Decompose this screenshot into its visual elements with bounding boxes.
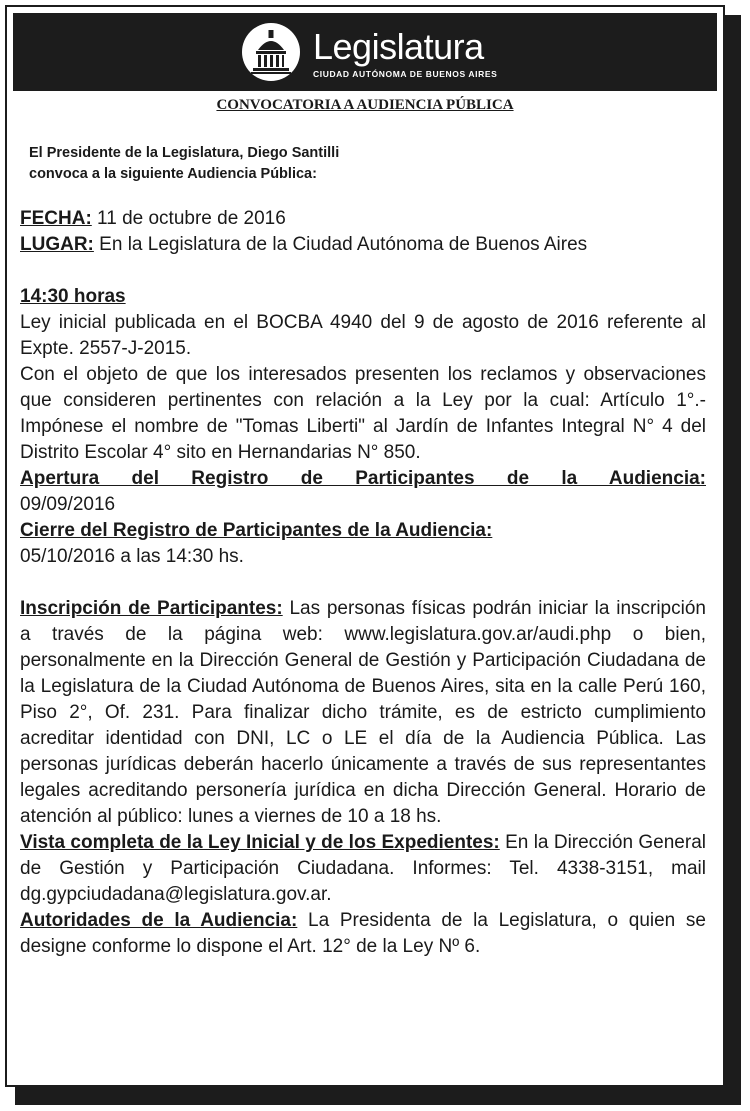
apertura-label-line	[20, 466, 706, 492]
lugar-line	[20, 232, 706, 258]
notice-box	[5, 5, 725, 1087]
cierre-label: Cierre del Registro de Participantes de la Audiencia:	[20, 520, 493, 541]
fecha-label: FECHA:	[20, 208, 92, 229]
autoridades-label: Autoridades de la Audiencia:	[20, 910, 298, 931]
apertura-label: Apertura del Registro de Participantes de la Audiencia:	[20, 468, 706, 489]
notice-title-text: CONVOCATORIA A AUDIENCIA PÚBLICA	[216, 97, 514, 113]
brand	[313, 27, 497, 79]
brand-subtitle: CIUDAD AUTÓNOMA DE BUENOS AIRES	[313, 69, 498, 79]
cierre-label-line	[20, 518, 706, 544]
lugar-label: LUGAR:	[20, 234, 94, 255]
vista-label: Vista completa de la Ley Inicial y de los Expedientes:	[20, 832, 500, 853]
inscripcion-text: Las personas físicas podrán iniciar la inscripción a través de la página web: www.legislatura.gov.ar/audi.php o bien, personalmente en la Dirección General de Gestión y Participación Ciudadana de la Legislatura de la Ciudad Autónoma de Buenos Aires, sita en la calle Perú 160, Piso 2°, Of. 231. Para finalizar dicho trámite, es de estricto cumplimiento acreditar identidad con DNI, LC o LE el día de la Audiencia Pública. Las personas jurídicas deberán hacerlo únicamente a través de sus representantes legales acreditando personería jurídica en dicha Dirección General. Horario de atención al público: lunes a viernes de 10 a 18 hs.	[20, 598, 706, 827]
header-banner	[13, 13, 717, 91]
objeto-text: Con el objeto de que los interesados presenten los reclamos y observaciones que consideren pertinentes con relación a la Ley por la cual: Artículo 1°.- Impónese el nombre de "Tomas Liberti" al Jardín de Infantes Integral N° 4 del Distrito Escolar 4° sito en Hernandarias N° 850.	[20, 364, 706, 463]
fecha-line	[20, 206, 706, 232]
ley-text: Ley inicial publicada en el BOCBA 4940 del 9 de agosto de 2016 referente al Expte. 2557-J-2015.	[20, 312, 706, 359]
hora-label: 14:30 horas	[20, 286, 126, 307]
lugar-value: En la Legislatura de la Ciudad Autónoma de Buenos Aires	[93, 234, 588, 255]
inscripcion-label: Inscripción de Participantes:	[20, 598, 283, 619]
apertura-value: 09/09/2016	[20, 494, 116, 515]
autoridades-paragraph	[20, 908, 706, 960]
brand-name: Legislatura	[313, 26, 484, 67]
intro-line-1: El Presidente de la Legislatura, Diego Santilli	[29, 145, 340, 161]
vista-paragraph	[20, 830, 706, 908]
notice-body	[20, 206, 706, 960]
inscripcion-paragraph	[20, 596, 706, 830]
intro-line-2: convoca a la siguiente Audiencia Pública:	[29, 166, 317, 182]
hora-line	[20, 284, 706, 310]
vista-text: En la Dirección General de Gestión y Participación Ciudadana. Informes: Tel. 4338-3151, mail dg.gypciudadana@legislatura.gov.ar.	[20, 832, 706, 905]
cierre-value: 05/10/2016 a las 14:30 hs.	[20, 546, 244, 567]
notice-title	[7, 97, 723, 114]
legislature-dome-icon	[241, 22, 301, 82]
autoridades-text: La Presidenta de la Legislatura, o quien se designe conforme lo dispone el Art. 12° de la Ley Nº 6.	[20, 910, 706, 957]
fecha-value: 11 de octubre de 2016	[91, 208, 286, 229]
intro	[29, 143, 339, 185]
